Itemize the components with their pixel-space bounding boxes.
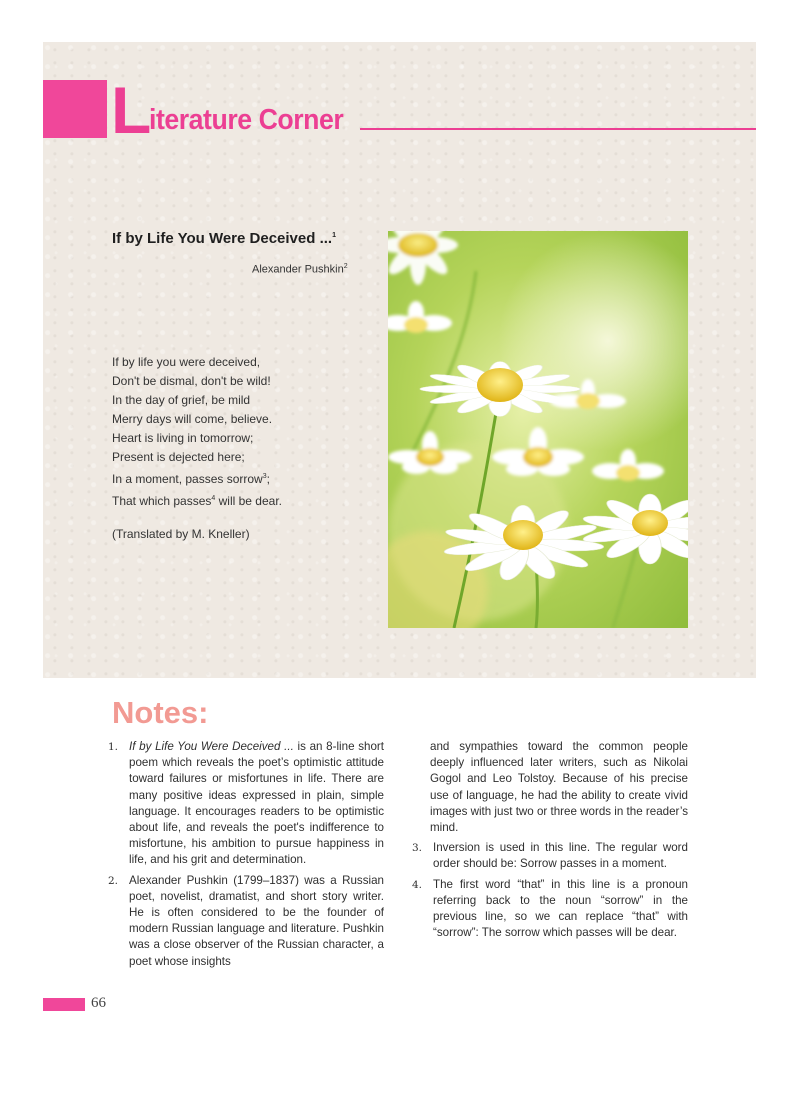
- header-rule: [360, 128, 756, 130]
- poem-title-footnote-ref: 1: [332, 232, 336, 239]
- note-item: [412, 840, 688, 872]
- page-number-bar: [43, 998, 85, 1011]
- poem-line: Merry days will come, believe.: [112, 412, 273, 426]
- notes-heading-text: Notes: [112, 695, 199, 730]
- poem-line: In the day of grief, be mild: [112, 393, 251, 407]
- notes-column-right: [412, 739, 688, 945]
- poem-line: Present is dejected here;: [112, 450, 245, 464]
- note-number: 3.: [412, 842, 423, 855]
- note-item: [108, 739, 384, 869]
- notes-heading-colon: :: [198, 695, 209, 730]
- daisy-photo: [388, 231, 688, 628]
- section-title-rest: iterature Corner: [149, 104, 344, 136]
- section-title: [111, 73, 361, 147]
- poem-title-text: If by Life You Were Deceived ...: [112, 230, 333, 247]
- note-item: [108, 873, 384, 970]
- poem-footnote-ref: 3: [262, 473, 267, 480]
- note-text-continued: and sympathies toward the common people deeply influenced later writers, such as Nikolai Gogol and Leo Tolstoy. Because of his precise use of language, he had the ability to create vivid images with just two or three words in the reader’s mind.: [430, 740, 688, 835]
- note-item: [412, 877, 688, 942]
- note-text: The first word “that” in this line is a pronoun referring back to the noun “sorrow” in the previous line, so we can replace “that” with “sorrow”: The sorrow which passes will be dear.: [433, 877, 688, 940]
- section-title-initial: L: [111, 73, 150, 147]
- poem-footnote-ref: 4: [211, 495, 216, 502]
- poem-author-footnote-ref: 2: [343, 263, 348, 270]
- note-poem-title: If by Life You Were Deceived ...: [129, 740, 294, 753]
- poem-line: Don't be dismal, don't be wild!: [112, 374, 271, 388]
- note-number: 2.: [108, 874, 119, 887]
- note-number: 4.: [412, 878, 423, 891]
- poem-author: [252, 263, 348, 276]
- page-number: 66: [91, 995, 106, 1011]
- notes-heading: [112, 695, 208, 731]
- poem-line: In a moment, passes sorrow$^3$;: [112, 472, 270, 486]
- poem-title: [112, 230, 336, 247]
- translator-credit: (Translated by M. Kneller): [112, 527, 250, 541]
- poem-line: That which passes$^4$ will be dear.: [112, 494, 282, 508]
- poem-line: Heart is living in tomorrow;: [112, 431, 254, 445]
- poem-author-name: Alexander Pushkin: [252, 263, 344, 276]
- header-accent-block: [43, 80, 107, 138]
- note-text: If by Life You Were Deceived ... is an 8-line short poem which reveals the poet’s optimistic attitude toward failures or misfortunes in life. There are many positive ideas expressed in plain, simple language. It encourages readers to be optimistic about life, and reveals the poet's indifference to misfortune, his ambition to pursue happiness in life, and his grit and determination.: [129, 740, 384, 867]
- poem-line: If by life you were deceived,: [112, 355, 261, 369]
- note-text: Alexander Pushkin (1799–1837) was a Russian poet, novelist, dramatist, and short story writer. He is often considered to be the founder of modern Russian language and literature. Pushkin was a close observer of the Russian character, a poet whose insights: [129, 873, 384, 968]
- notes-column-left: [108, 739, 384, 974]
- note-number: 1.: [108, 741, 119, 753]
- note-text: Inversion is used in this line. The regular word order should be: Sorrow passes in a moment.: [433, 841, 688, 871]
- poem-body: [112, 353, 282, 511]
